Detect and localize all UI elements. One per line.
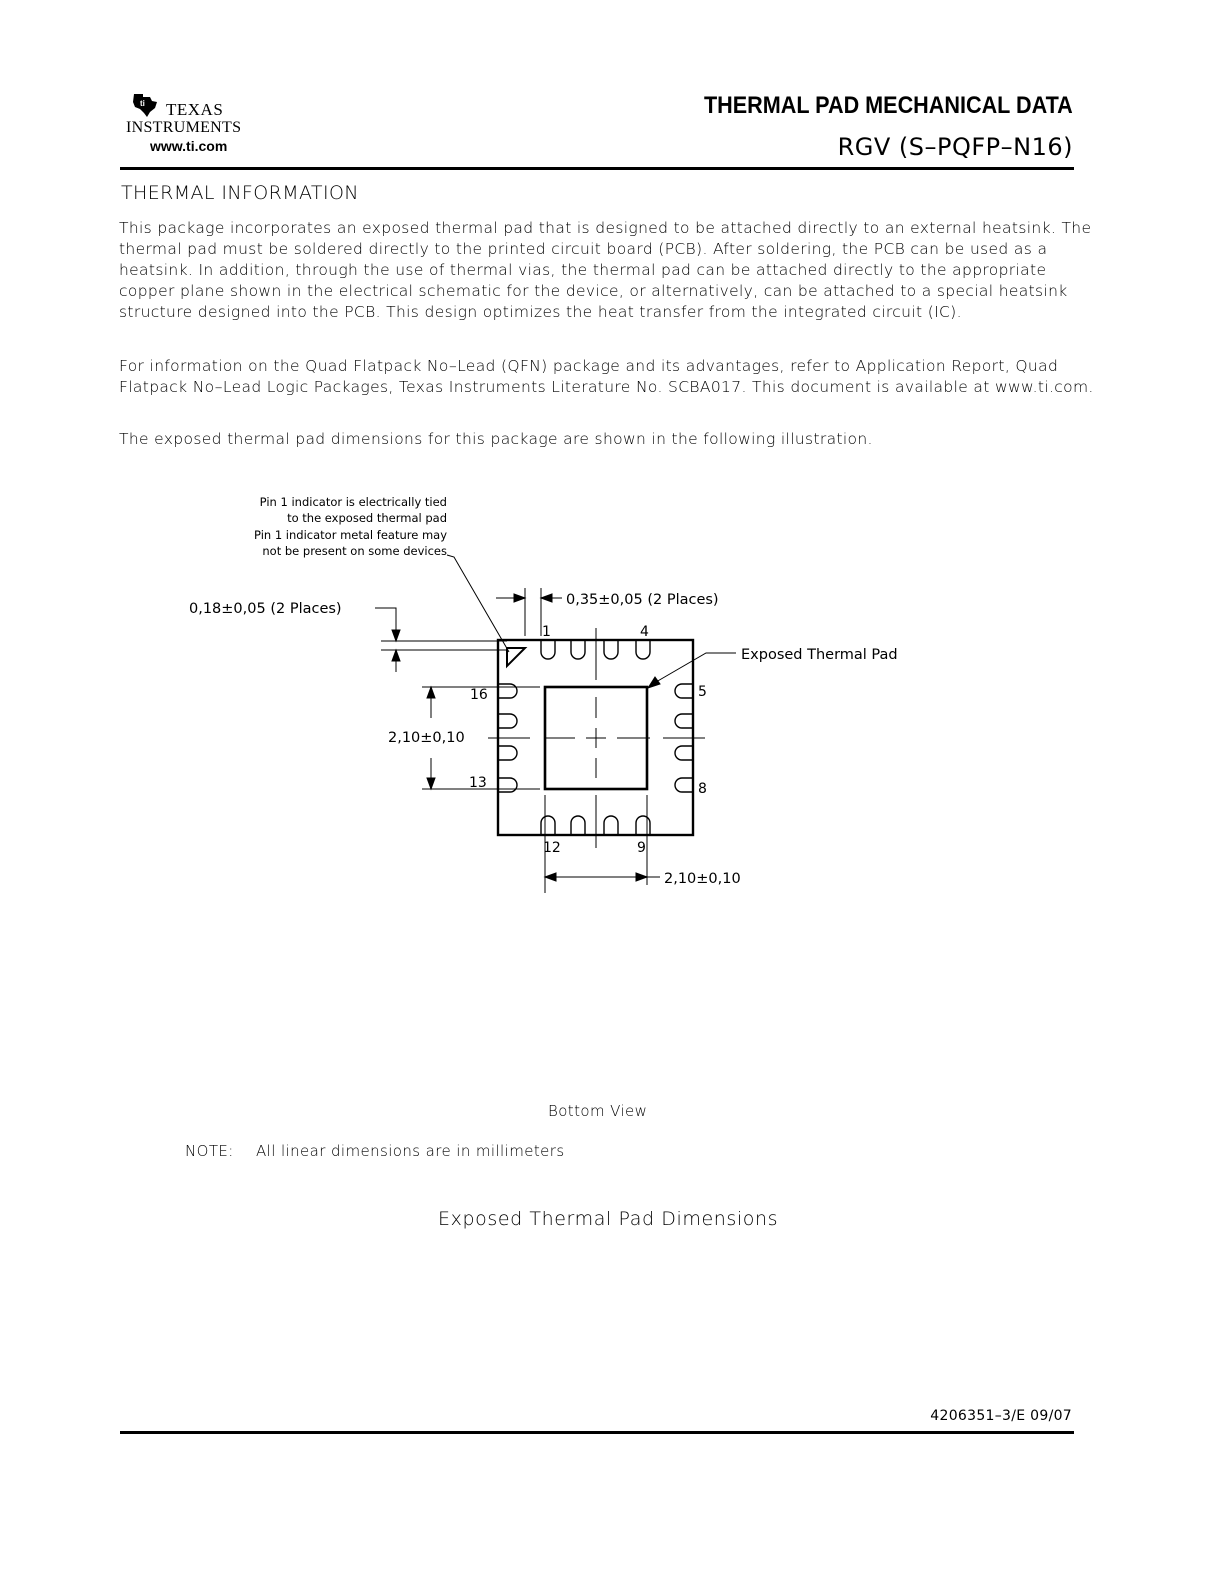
pin-label-13: 13 bbox=[469, 775, 487, 791]
footer-rule bbox=[120, 1431, 1074, 1434]
pin-label-1: 1 bbox=[542, 624, 551, 640]
dim-pad-width-text: 2,10±0,10 bbox=[664, 871, 741, 887]
paragraph-qfn-reference: For information on the Quad Flatpack No–Lead (QFN) package and its advantages, refer to Application Report, Quad Flatpack No–Lead Logic Packages, Texas Instruments Literature No. SCBA017. This document is available at www.ti.com. bbox=[119, 357, 1094, 396]
pin-label-9: 9 bbox=[637, 840, 646, 856]
dim-pin-width-text: 0,18±0,05 (2 Places) bbox=[189, 601, 342, 617]
dim-pin-width bbox=[375, 608, 507, 672]
svg-text:ti: ti bbox=[140, 99, 145, 108]
pin-label-5: 5 bbox=[698, 684, 707, 700]
pin1-note bbox=[254, 495, 447, 558]
package-designator: RGV (S–PQFP–N16) bbox=[837, 133, 1073, 161]
logo-texas-text: TEXAS bbox=[166, 100, 224, 119]
logo-instruments-text: INSTRUMENTS bbox=[126, 119, 242, 136]
pin1-note-line-2: to the exposed thermal pad bbox=[287, 511, 447, 525]
pin1-note-line-3: Pin 1 indicator metal feature may bbox=[254, 528, 447, 542]
logo-url[interactable]: www.ti.com bbox=[150, 138, 228, 154]
figure-caption: Exposed Thermal Pad Dimensions bbox=[438, 1208, 779, 1230]
dim-pad-height-text: 2,10±0,10 bbox=[388, 730, 465, 746]
pin-label-16: 16 bbox=[470, 687, 488, 703]
note-text: All linear dimensions are in millimeters bbox=[256, 1142, 565, 1160]
note-label: NOTE: bbox=[185, 1142, 234, 1160]
pin-label-12: 12 bbox=[543, 840, 561, 856]
pin1-leader-line bbox=[447, 555, 509, 652]
pin1-indicator bbox=[507, 648, 525, 666]
view-label: Bottom View bbox=[548, 1102, 648, 1120]
pin-label-4: 4 bbox=[640, 624, 649, 640]
thermal-pad-label: Exposed Thermal Pad bbox=[741, 647, 898, 663]
dim-pin-offset-text: 0,35±0,05 (2 Places) bbox=[566, 592, 719, 608]
paragraph-thermal-pad: This package incorporates an exposed thermal pad that is designed to be attached directly to an external heatsink. The thermal pad must be soldered directly to the printed circuit board (PCB). After soldering, the PCB can be used as a heatsink. In addition, through the use of thermal vias, the thermal pad can be attached directly to the appropriate copper plane shown in the electrical schematic for the device, or alternatively, can be attached to a special heatsink structure designed into the PCB. This design optimizes the heat transfer from the integrated circuit (IC). bbox=[119, 219, 1092, 321]
paragraph-illustration-intro: The exposed thermal pad dimensions for this package are shown in the following illustration. bbox=[119, 430, 873, 448]
pin1-note-line-1: Pin 1 indicator is electrically tied bbox=[259, 495, 447, 509]
pin-label-8: 8 bbox=[698, 781, 707, 797]
center-lines bbox=[488, 628, 705, 848]
section-heading: THERMAL INFORMATION bbox=[121, 182, 359, 204]
dim-pin-offset bbox=[496, 588, 562, 636]
document-number: 4206351–3/E 09/07 bbox=[930, 1408, 1072, 1424]
pin1-note-line-4: not be present on some devices bbox=[262, 544, 447, 558]
pin-labels bbox=[469, 624, 707, 856]
page-title: THERMAL PAD MECHANICAL DATA bbox=[704, 92, 1073, 119]
